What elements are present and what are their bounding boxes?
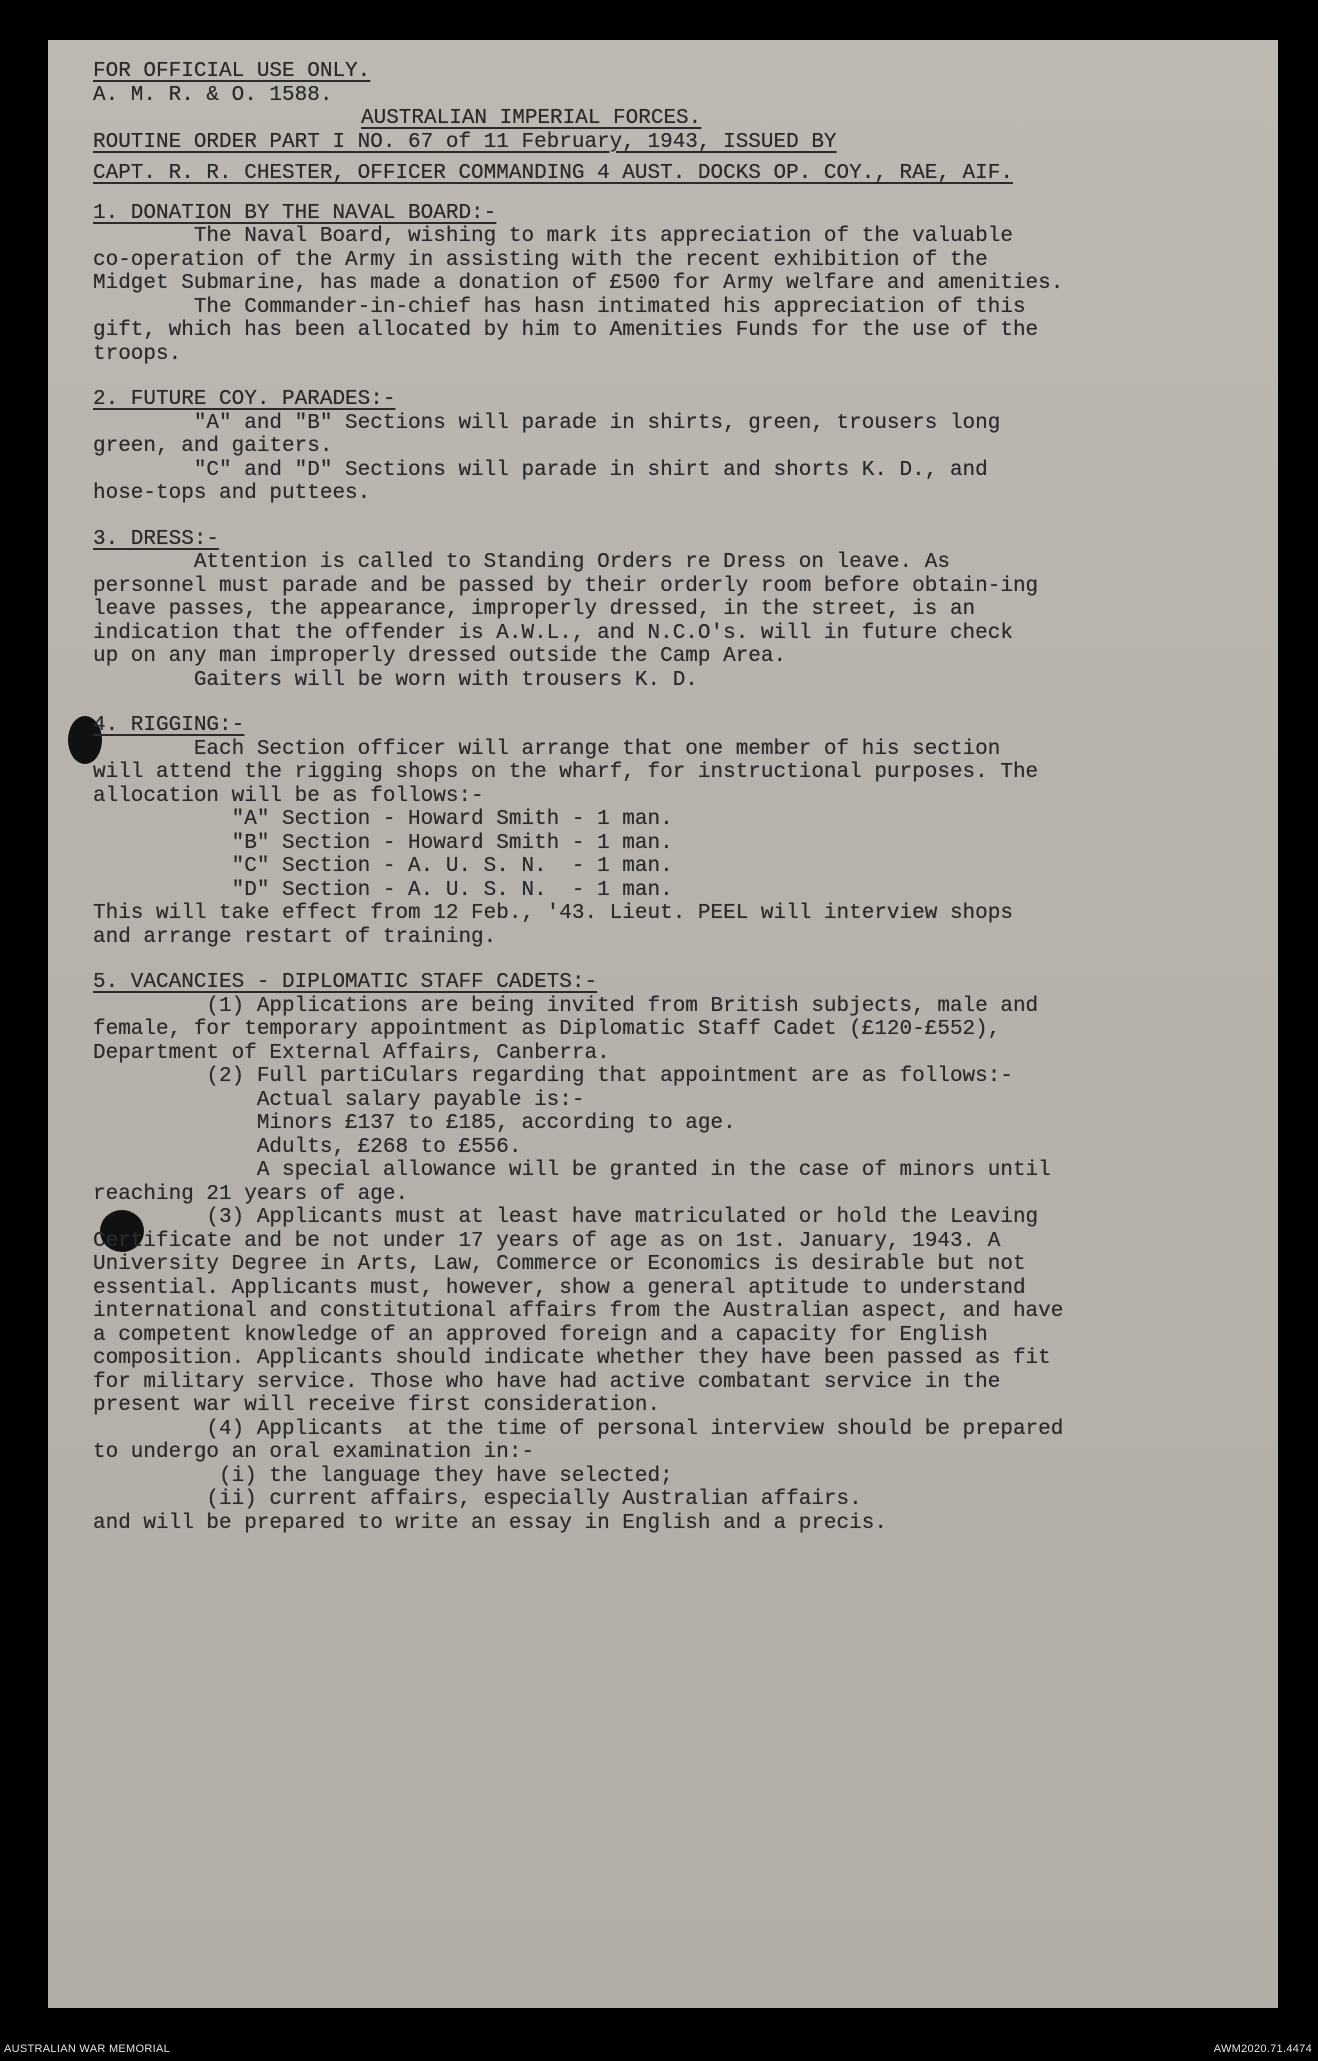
section-line: leave passes, the appearance, improperly dressed, in the street, is an [93, 598, 976, 621]
section-heading: 1. DONATION BY THE NAVAL BOARD:- [93, 201, 497, 225]
section-line: indication that the offender is A.W.L., and N.C.O's. will in future check [93, 621, 1013, 645]
issuer-line: CAPT. R. R. CHESTER, OFFICER COMMANDING 4 AUST. DOCKS OP. COY., RAE, AIF. [93, 162, 1013, 185]
section-line: (4) Applicants at the time of personal interview should be prepared [93, 1417, 1064, 1441]
section-line: "B" Section - Howard Smith - 1 man. [93, 831, 673, 855]
section-line: international and constitutional affairs from the Australian aspect, and have [93, 1300, 1064, 1323]
section-line: a competent knowledge of an approved foreign and a capacity for English [93, 1323, 988, 1347]
section-line: present war will receive first consideration. [93, 1394, 661, 1417]
section-line: gift, which has been allocated by him to Amenities Funds for the use of the [93, 319, 1039, 342]
section-line: up on any man improperly dressed outside the Camp Area. [93, 645, 787, 668]
order-sections [93, 194, 1273, 1536]
section-line: will attend the rigging shops on the wharf, for instructional purposes. The [93, 761, 1039, 784]
section-line: Attention is called to Standing Orders re Dress on leave. As [93, 551, 950, 574]
section-heading: 5. VACANCIES - DIPLOMATIC STAFF CADETS:- [93, 971, 598, 994]
order-section [93, 692, 1273, 949]
section-heading: 2. FUTURE COY. PARADES:- [93, 388, 396, 411]
section-line: University Degree in Arts, Law, Commerce or Economics is desirable but not [93, 1253, 1026, 1276]
section-line: and will be prepared to write an essay in English and a precis. [93, 1511, 887, 1535]
section-line: (ii) current affairs, especially Australian affairs. [93, 1488, 862, 1511]
section-line: Adults, £268 to £556. [93, 1135, 522, 1159]
section-line: Actual salary payable is:- [93, 1088, 585, 1112]
section-line: hose-tops and puttees. [93, 482, 371, 505]
section-line: and arrange restart of training. [93, 925, 497, 949]
section-line: troops. [93, 342, 182, 366]
section-line: (2) Full partiCulars regarding that appointment are as follows:- [93, 1065, 1013, 1088]
section-line: "D" Section - A. U. S. N. - 1 man. [93, 878, 673, 902]
section-line: co-operation of the Army in assisting with the recent exhibition of the [93, 248, 988, 272]
section-line: essential. Applicants must, however, show a general aptitude to understand [93, 1276, 1026, 1300]
section-line: The Commander-in-chief has hasn intimated his appreciation of this [93, 295, 1026, 319]
section-line: green, and gaiters. [93, 435, 333, 458]
order-text [93, 60, 1273, 1535]
order-section [93, 366, 1273, 506]
section-line: Certificate and be not under 17 years of age as on 1st. January, 1943. A [93, 1229, 1001, 1253]
section-line: personnel must parade and be passed by their orderly room before obtain-ing [93, 574, 1039, 598]
force-title: AUSTRALIAN IMPERIAL FORCES. [361, 107, 702, 130]
classification-line: FOR OFFICIAL USE ONLY. [93, 60, 371, 83]
section-line: (1) Applications are being invited from British subjects, male and [93, 994, 1039, 1018]
section-heading: 3. DRESS:- [93, 527, 220, 551]
document-page [48, 40, 1278, 2008]
order-line: ROUTINE ORDER PART I NO. 67 of 11 February, 1943, ISSUED BY [93, 130, 837, 154]
section-line: "A" and "B" Sections will parade in shirts, green, trousers long [93, 411, 1001, 435]
section-line: The Naval Board, wishing to mark its appreciation of the valuable [93, 225, 1013, 248]
section-line: to undergo an oral examination in:- [93, 1441, 535, 1464]
section-line: "C" and "D" Sections will parade in shirt and shorts K. D., and [93, 458, 988, 482]
section-line: for military service. Those who have had active combatant service in the [93, 1370, 1001, 1394]
section-line: reaching 21 years of age. [93, 1182, 409, 1206]
footer-right: AWM2020.71.4474 [1213, 2043, 1312, 2055]
section-heading: 4. RIGGING:- [93, 714, 245, 737]
section-line: This will take effect from 12 Feb., '43. Lieut. PEEL will interview shops [93, 902, 1013, 925]
section-line: female, for temporary appointment as Diplomatic Staff Cadet (£120-£552), [93, 1018, 1001, 1041]
section-line: A special allowance will be granted in the case of minors until [93, 1159, 1051, 1182]
order-section [93, 506, 1273, 693]
section-line: Gaiters will be worn with trousers K. D. [93, 668, 698, 692]
section-line: Each Section officer will arrange that one member of his section [93, 737, 1001, 761]
order-section [93, 949, 1273, 1535]
section-line: (3) Applicants must at least have matriculated or hold the Leaving [93, 1206, 1039, 1229]
section-line: composition. Applicants should indicate whether they have been passed as fit [93, 1347, 1051, 1370]
section-line: Minors £137 to £185, according to age. [93, 1112, 736, 1135]
reference-line: A. M. R. & O. 1588. [93, 83, 333, 107]
section-line: (i) the language they have selected; [93, 1464, 673, 1488]
section-line: allocation will be as follows:- [93, 784, 484, 808]
section-line: "A" Section - Howard Smith - 1 man. [93, 808, 673, 831]
order-section [93, 194, 1273, 367]
section-line: "C" Section - A. U. S. N. - 1 man. [93, 855, 673, 878]
section-line: Midget Submarine, has made a donation of £500 for Army welfare and amenities. [93, 272, 1064, 295]
section-line: Department of External Affairs, Canberra. [93, 1041, 610, 1065]
footer-left: AUSTRALIAN WAR MEMORIAL [4, 2043, 171, 2055]
